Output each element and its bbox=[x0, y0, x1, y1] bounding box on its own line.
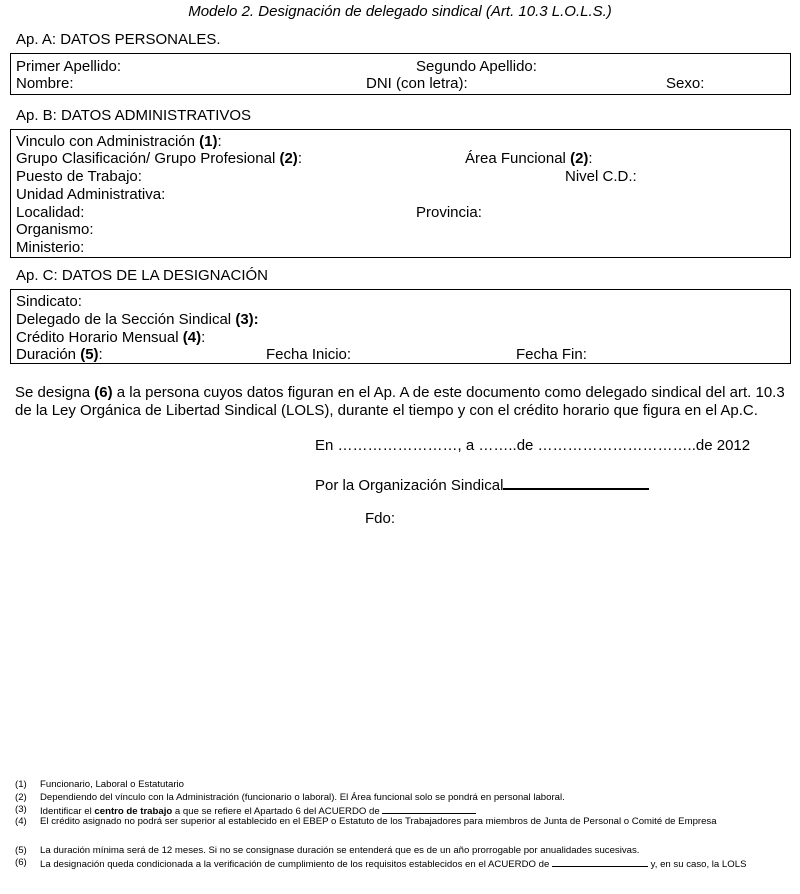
duracion-label: Duración (5): bbox=[16, 346, 103, 363]
signature-underline bbox=[503, 474, 649, 490]
section-b-heading: Ap. B: DATOS ADMINISTRATIVOS bbox=[16, 107, 252, 124]
dni-label: DNI (con letra): bbox=[366, 75, 468, 92]
footnote-4: (4) El crédito asignado no podrá ser superior al establecido en el EBEP o Estatuto de los Trabajadores para miembros de Junta de Personal o Comité de Empresa bbox=[15, 816, 717, 827]
fdo-label: Fdo: bbox=[365, 510, 396, 527]
place-date-line: En ……………………, a ……..de …………………………..de 2012 bbox=[315, 437, 751, 454]
area-funcional-label: Área Funcional (2): bbox=[465, 150, 593, 167]
primer-apellido-label: Primer Apellido: bbox=[16, 58, 122, 75]
ministerio-label: Ministerio: bbox=[16, 239, 85, 256]
nombre-label: Nombre: bbox=[16, 75, 74, 92]
section-c-box bbox=[10, 289, 791, 364]
credito-label: Crédito Horario Mensual (4): bbox=[16, 329, 206, 346]
sexo-label: Sexo: bbox=[666, 75, 705, 92]
vinculo-label: Vinculo con Administración (1): bbox=[16, 133, 222, 150]
unidad-label: Unidad Administrativa: bbox=[16, 186, 166, 203]
section-c-heading: Ap. C: DATOS DE LA DESIGNACIÓN bbox=[16, 267, 269, 284]
fecha-inicio-label: Fecha Inicio: bbox=[266, 346, 352, 363]
organizacion-sindical-line: Por la Organización Sindical bbox=[315, 474, 649, 495]
puesto-label: Puesto de Trabajo: bbox=[16, 168, 142, 185]
localidad-label: Localidad: bbox=[16, 204, 85, 221]
document-title: Modelo 2. Designación de delegado sindical (Art. 10.3 L.O.L.S.) bbox=[188, 3, 612, 20]
delegado-label: Delegado de la Sección Sindical (3): bbox=[16, 311, 259, 328]
organismo-label: Organismo: bbox=[16, 221, 94, 238]
segundo-apellido-label: Segundo Apellido: bbox=[416, 58, 537, 75]
section-b-box bbox=[10, 129, 791, 258]
acuerdo-date-blank-2 bbox=[552, 857, 648, 867]
acuerdo-date-blank bbox=[382, 804, 476, 814]
section-a-heading: Ap. A: DATOS PERSONALES. bbox=[16, 31, 221, 48]
fecha-fin-label: Fecha Fin: bbox=[516, 346, 587, 363]
grupo-label: Grupo Clasificación/ Grupo Profesional (2): bbox=[16, 150, 302, 167]
nivel-cd-label: Nivel C.D.: bbox=[565, 168, 637, 185]
sindicato-label: Sindicato: bbox=[16, 293, 82, 310]
designation-paragraph: Se designa (6) a la persona cuyos datos figuran en el Ap. A de este documento como delegado sindical del art. 10.3 de la Ley Orgánica de Libertad Sindical (LOLS), durante el tiempo y con el crédito horario que figura en el Ap.C. bbox=[15, 384, 785, 419]
section-a-box bbox=[10, 53, 791, 95]
footnote-6: (6) La designación queda condicionada a la verificación de cumplimiento de los requisitos establecidos en el ACUERDO de y, en su caso, la LOLS bbox=[15, 857, 747, 870]
provincia-label: Provincia: bbox=[416, 204, 482, 221]
